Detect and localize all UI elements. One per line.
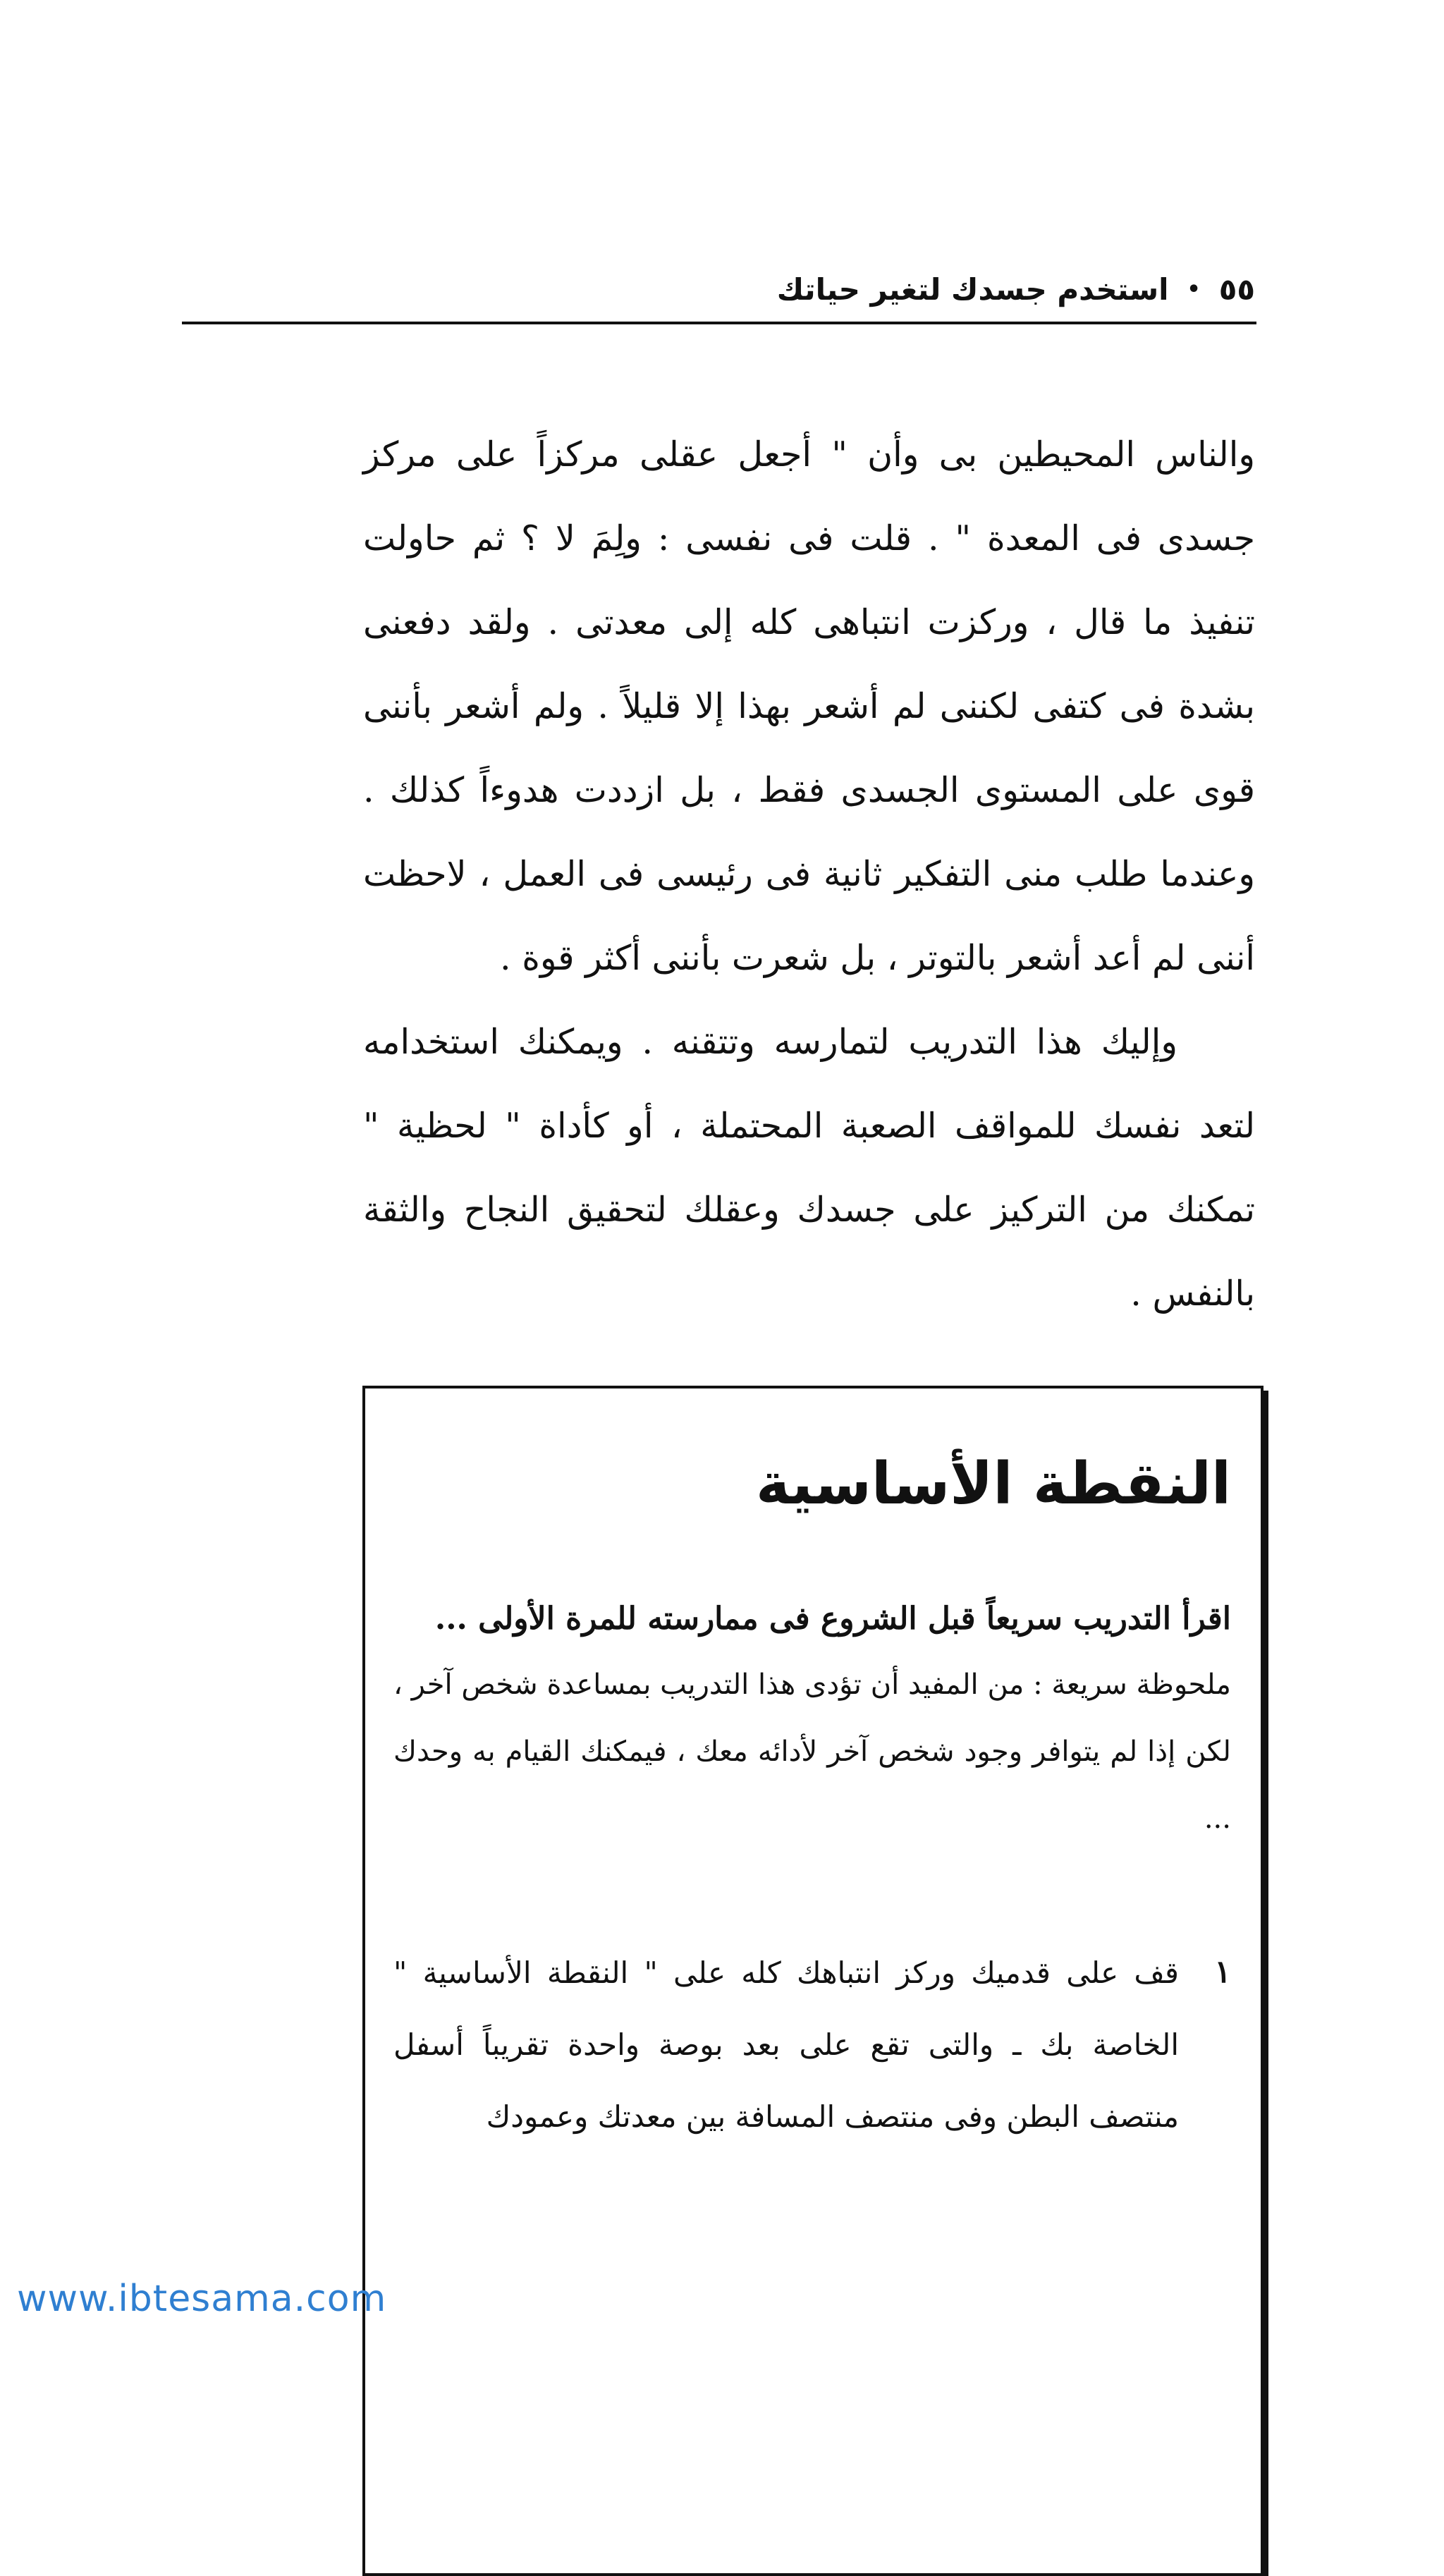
running-header-title: استخدم جسدك لتغير حياتك	[776, 271, 1169, 307]
body-paragraph: والناس المحيطين بى وأن " أجعل عقلى مركزاً على مركز جسدى فى المعدة " . قلت فى نفسى : ولِمَ لا ؟ ثم حاولت تنفيذ ما قال ، وركزت انتباهى كله إلى معدتى . ولقد دفعنى بشدة فى كتفى لكننى لم أشعر بهذا إلا قليلاً . ولم أشعر بأننى قوى على المستوى الجسدى فقط ، بل ازددت هدوءاً كذلك . وعندما طلب منى التفكير ثانية فى رئيسى فى العمل ، لاحظت أننى لم أعد أشعر بالتوتر ، بل شعرت بأننى أكثر قوة .	[363, 434, 1255, 978]
running-header	[183, 254, 1255, 324]
body-text	[363, 413, 1255, 1336]
site-watermark: www.ibtesama.com	[17, 2278, 387, 2320]
keypoint-content	[393, 1388, 1231, 2153]
header-bullet: •	[1187, 276, 1201, 302]
quick-note: ملحوظة سريعة : من المفيد أن تؤدى هذا التدريب بمساعدة شخص آخر ، لكن إذا لم يتوافر وجود شخص آخر لأدائه معك ، فيمكنك القيام به وحدك ...	[393, 1668, 1231, 1835]
step-number: ١	[1214, 1954, 1231, 1990]
body-paragraph: وإليك هذا التدريب لتمارسه وتتقنه . ويمكنك استخدامه لتعد نفسك للمواقف الصعبة المحتملة ، أو كأداة " لحظية " تمكنك من التركيز على جسدك وعقلك لتحقيق النجاح والثقة بالنفس .	[363, 1022, 1255, 1314]
header-rule	[182, 322, 1256, 324]
keypoint-intro: اقرأ التدريب سريعاً قبل الشروع فى ممارسته للمرة الأولى ...	[434, 1601, 1231, 1637]
keypoint-title: النقطة الأساسية	[756, 1451, 1231, 1518]
exercise-step	[393, 1937, 1231, 2153]
step-text: قف على قدميك وركز انتباهك كله على " النقطة الأساسية " الخاصة بك ـ والتى تقع على بعد بوصة واحدة تقريباً أسفل منتصف البطن وفى منتصف المسافة بين معدتك وعمودك	[393, 1955, 1179, 2134]
page-number: ٥٥	[1218, 271, 1255, 307]
keypoint-box	[362, 1386, 1264, 2576]
